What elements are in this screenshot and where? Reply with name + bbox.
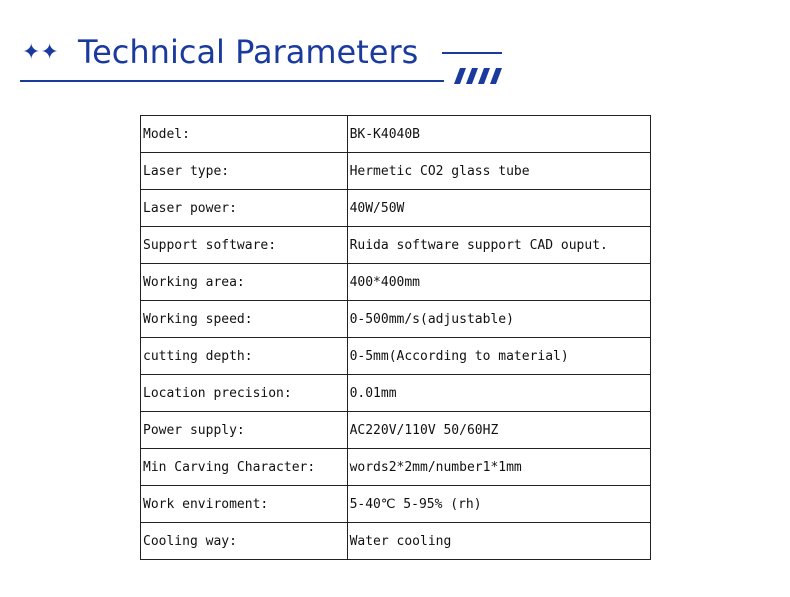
- param-label: Working area:: [141, 264, 348, 301]
- table-row: [141, 264, 651, 301]
- param-value: 40W/50W: [347, 190, 650, 227]
- param-label: Cooling way:: [141, 523, 348, 560]
- param-value: 5-40℃ 5-95% (rh): [347, 486, 650, 523]
- table-row: [141, 153, 651, 190]
- table-row: [141, 375, 651, 412]
- param-label: Support software:: [141, 227, 348, 264]
- param-value: Ruida software support CAD ouput.: [347, 227, 650, 264]
- param-label: cutting depth:: [141, 338, 348, 375]
- param-label: Laser power:: [141, 190, 348, 227]
- table-row: [141, 449, 651, 486]
- table-row: [141, 190, 651, 227]
- param-label: Min Carving Character:: [141, 449, 348, 486]
- title-accent-line: [442, 52, 502, 54]
- param-value: AC220V/110V 50/60HZ: [347, 412, 650, 449]
- page-header: [0, 0, 790, 100]
- param-value: 400*400mm: [347, 264, 650, 301]
- param-value: 0.01mm: [347, 375, 650, 412]
- param-value: words2*2mm/number1*1mm: [347, 449, 650, 486]
- table-row: [141, 338, 651, 375]
- title-underline: [20, 80, 444, 82]
- param-label: Working speed:: [141, 301, 348, 338]
- table-row: [141, 116, 651, 153]
- param-value: Water cooling: [347, 523, 650, 560]
- table-row: [141, 301, 651, 338]
- param-value: 0-500mm/s(adjustable): [347, 301, 650, 338]
- param-label: Location precision:: [141, 375, 348, 412]
- table-row: [141, 523, 651, 560]
- slash-stripes-icon: [454, 68, 504, 84]
- param-label: Laser type:: [141, 153, 348, 190]
- table-row: [141, 412, 651, 449]
- param-value: Hermetic CO2 glass tube: [347, 153, 650, 190]
- page-title: Technical Parameters: [78, 33, 419, 71]
- param-label: Work enviroment:: [141, 486, 348, 523]
- sparkle-icon: ✦✦: [22, 40, 59, 65]
- param-label: Power supply:: [141, 412, 348, 449]
- param-value: BK-K4040B: [347, 116, 650, 153]
- param-label: Model:: [141, 116, 348, 153]
- table-row: [141, 227, 651, 264]
- table-row: [141, 486, 651, 523]
- param-value: 0-5mm(According to material): [347, 338, 650, 375]
- technical-parameters-table: [140, 115, 651, 560]
